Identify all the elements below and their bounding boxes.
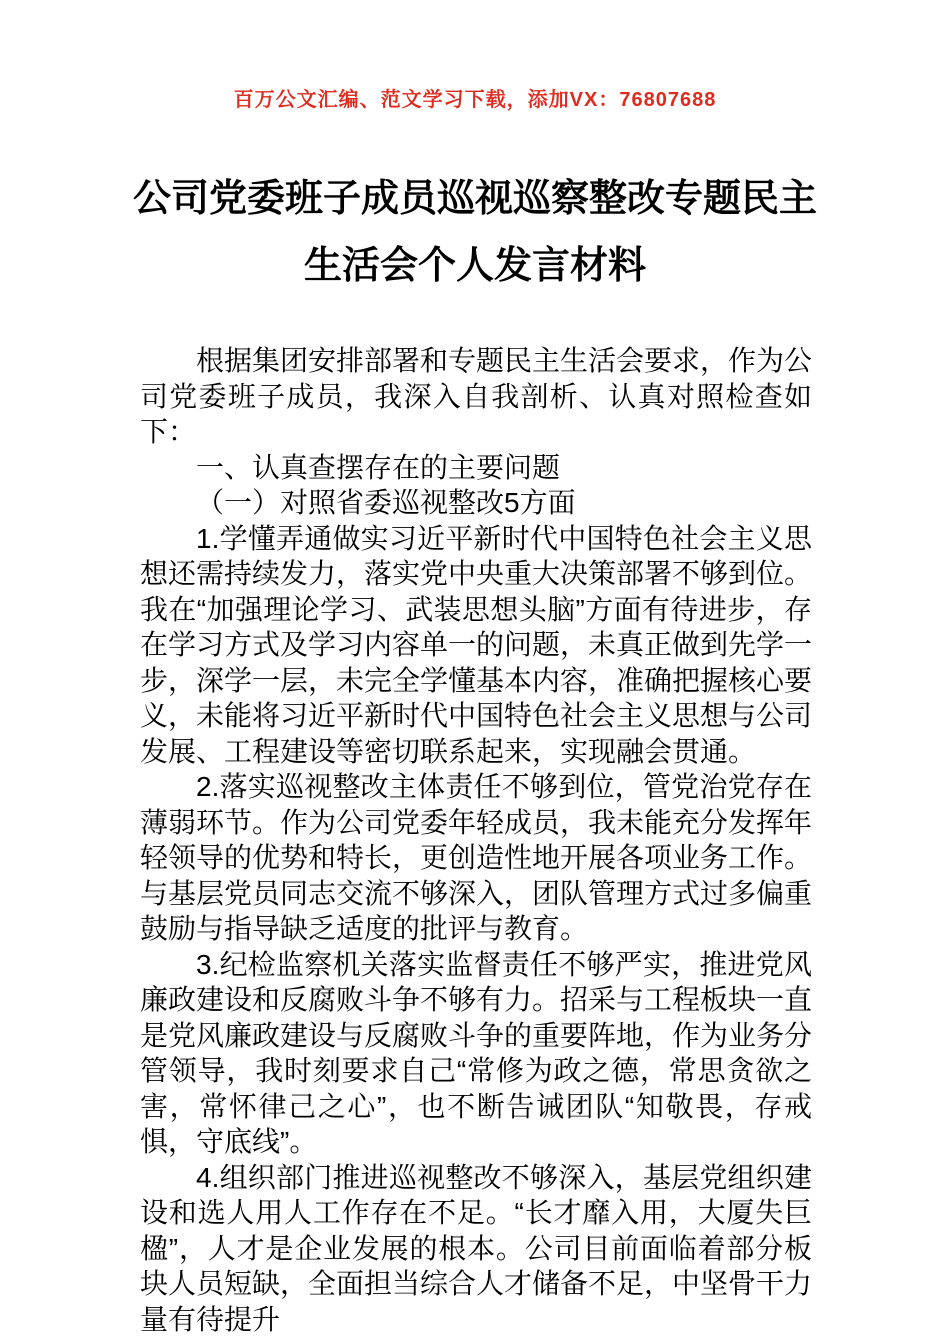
paragraph-item-2: 2.落实巡视整改主体责任不够到位，管党治党存在薄弱环节。作为公司党委年轻成员，我未能充分发挥年轻领导的优势和特长，更创造性地开展各项业务工作。与基层党员同志交流不够深入，团队管理方式过多偏重鼓励与指导缺乏适度的批评与教育。 [140,771,813,944]
paragraph-intro: 根据集团安排部署和专题民主生活会要求，作为公司党委班子成员，我深入自我剖析、认真对照检查如下： [140,345,813,447]
watermark-notice: 百万公文汇编、范文学习下载，添加VX：76807688 [233,89,717,111]
heading-subsection-1: （一）对照省委巡视整改5方面 [196,487,576,518]
heading-section-1: 一、认真查摆存在的主要问题 [196,451,561,483]
title-line-2: 生活会个人发言材料 [303,245,646,287]
paragraph-item-3: 3.纪检监察机关落实监督责任不够严实，推进党风廉政建设和反腐败斗争不够有力。招采与工程板块一直是党风廉政建设与反腐败斗争的重要阵地，作为业务分管领导，我时刻要求自己“常修为政之德，常思贪欲之害，常怀律己之心”，也不断告诫团队“知敬畏，存戒惧，守底线”。 [140,948,813,1157]
document-body [140,343,812,1337]
document-title [60,166,890,300]
paragraph-item-1: 1.学懂弄通做实习近平新时代中国特色社会主义思想还需持续发力，落实党中央重大决策部署不够到位。我在“加强理论学习、武装思想头脑”方面有待进步，存在学习方式及学习内容单一的问题，未真正做到先学一步，深学一层，未完全学懂基本内容，准确把握核心要义，未能将习近平新时代中国特色社会主义思想与公司发展、工程建设等密切联系起来，实现融会贯通。 [140,522,813,767]
title-line-1: 公司党委班子成员巡视巡察整改专题民主 [132,178,817,220]
paragraph-item-4: 4.组织部门推进巡视整改不够深入，基层党组织建设和选人用人工作存在不足。“长才靡入用，大厦失巨楹”，人才是企业发展的根本。公司目前面临着部分板块人员短缺，全面担当综合人才储备不足，中坚骨干力量有待提升 [140,1161,813,1335]
